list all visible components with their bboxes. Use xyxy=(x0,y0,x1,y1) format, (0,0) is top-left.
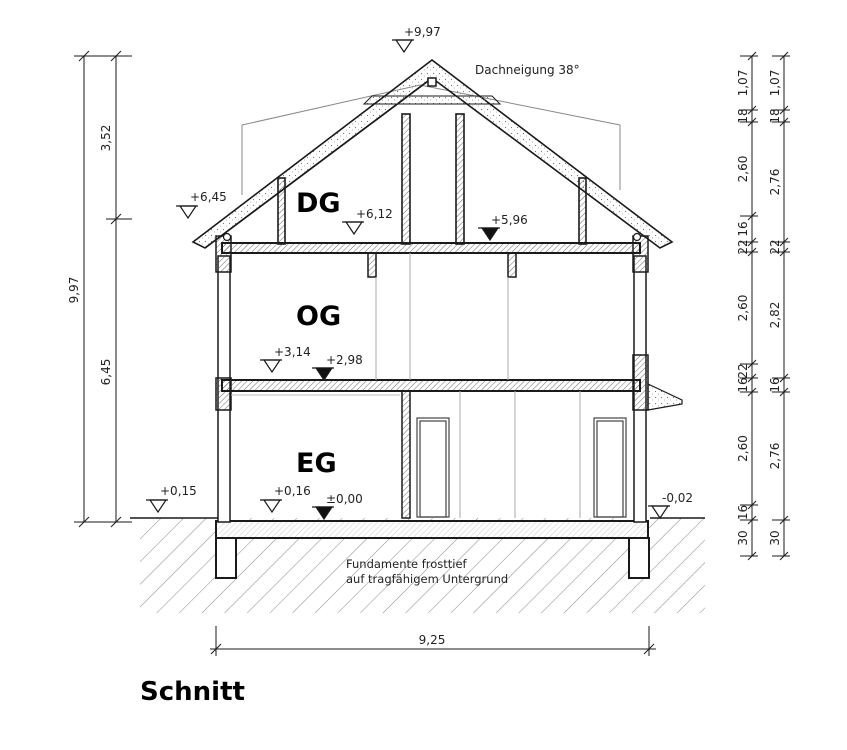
right-dim-outer-labels xyxy=(768,70,782,546)
right-dim-inner-5: 2,60 xyxy=(736,294,750,322)
level-dg-raw-marker xyxy=(478,228,500,240)
left-dimension-lines xyxy=(74,51,132,527)
level-eg-floor-marker xyxy=(260,500,282,512)
right-dim-outer-2: 2,76 xyxy=(768,168,782,196)
level-ground-right-marker xyxy=(648,506,670,518)
right-dim-inner-2: 2,60 xyxy=(736,155,750,183)
drawing-title: Schnitt xyxy=(140,677,245,707)
level-dg-floor-label: +6,12 xyxy=(356,207,393,221)
right-dim-inner-3: 16 xyxy=(736,221,750,237)
floor-label-og: OG xyxy=(296,301,342,332)
right-dim-outer-4: 2,82 xyxy=(768,301,782,329)
level-ground-left-label: +0,15 xyxy=(160,484,197,498)
level-ground-right-label: -0,02 xyxy=(662,491,694,505)
level-dg-floor-marker xyxy=(342,222,364,234)
left-dim-upper: 3,52 xyxy=(99,124,113,152)
level-og-raw-label: +2,98 xyxy=(326,353,363,367)
right-dim-inner-10: 30 xyxy=(736,530,750,546)
right-dim-outer-1: 18 xyxy=(768,108,782,124)
right-dim-inner-4: 22 xyxy=(736,239,750,255)
level-og-floor-label: +3,14 xyxy=(274,345,311,359)
level-ridge-marker xyxy=(392,40,414,52)
slabs xyxy=(222,243,640,391)
foundation-note-line-1: Fundamente frosttief xyxy=(346,557,467,571)
level-eg-floor-label: +0,16 xyxy=(274,484,311,498)
foundation-note-line-2: auf tragfähigem Untergrund xyxy=(346,572,509,586)
doors xyxy=(417,418,626,517)
right-dim-inner-6: 22 xyxy=(736,363,750,379)
floor-label-eg: EG xyxy=(296,448,337,479)
level-ground-left-marker xyxy=(146,500,168,512)
level-eg-raw-marker xyxy=(312,507,334,519)
level-ridge-label: +9,97 xyxy=(404,25,441,39)
roof-pitch-label: Dachneigung 38° xyxy=(475,63,580,77)
right-dim-inner-7: 16 xyxy=(736,377,750,393)
level-og-floor-marker xyxy=(260,360,282,372)
level-eaves-label: +6,45 xyxy=(190,190,227,204)
right-dim-outer-0: 1,07 xyxy=(768,69,782,97)
level-og-raw-marker xyxy=(312,368,334,380)
right-dim-inner-9: 16 xyxy=(736,504,750,521)
right-dim-outer-7: 30 xyxy=(768,530,782,546)
right-dim-inner-labels xyxy=(736,70,750,546)
right-dim-outer-6: 2,76 xyxy=(768,442,782,470)
level-eaves-marker xyxy=(176,206,198,218)
right-dim-inner-1: 18 xyxy=(736,108,750,124)
bottom-dim-label: 9,25 xyxy=(418,633,446,647)
right-dim-outer-3: 22 xyxy=(768,239,782,255)
floor-label-dg: DG xyxy=(296,188,341,219)
right-dim-inner-0: 1,07 xyxy=(736,69,750,97)
left-dim-total: 9,97 xyxy=(67,276,81,304)
roof xyxy=(193,60,672,248)
level-eg-raw-label: ±0,00 xyxy=(326,492,363,506)
balcony xyxy=(648,384,682,410)
right-dim-inner-8: 2,60 xyxy=(736,435,750,462)
right-dim-outer-5: 16 xyxy=(768,377,782,393)
level-dg-raw-label: +5,96 xyxy=(491,213,528,227)
left-dim-lower: 6,45 xyxy=(99,358,113,386)
